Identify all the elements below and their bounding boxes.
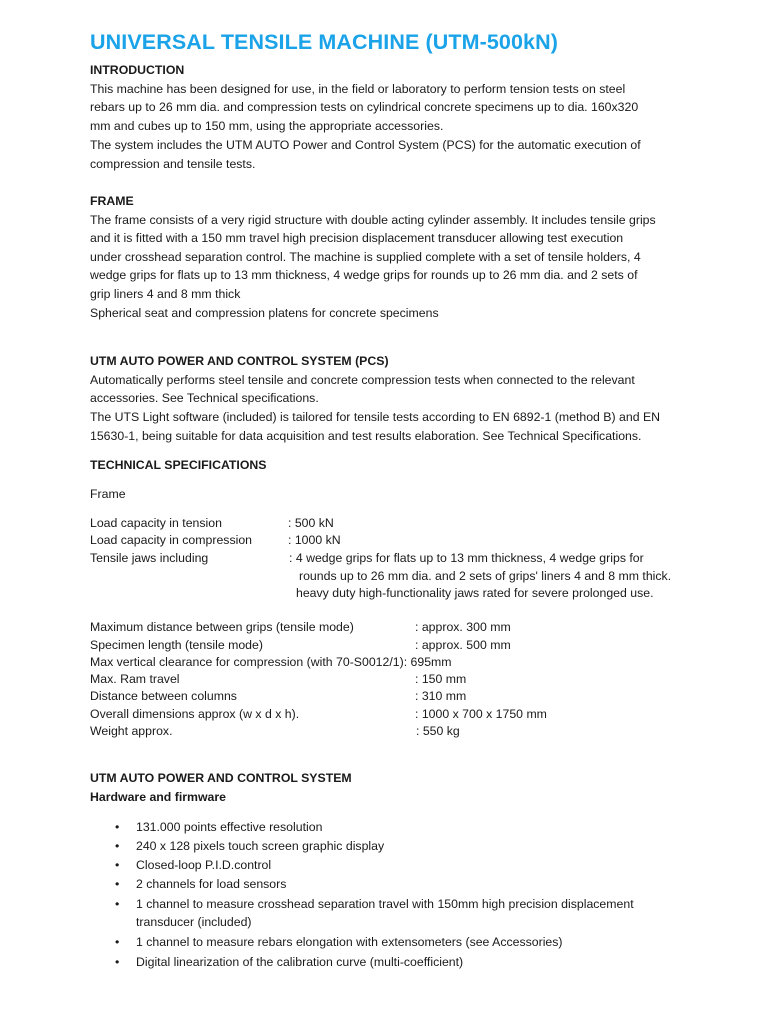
spec-label: Specimen length (tensile mode) — [90, 638, 263, 652]
spec-label: Tensile jaws including — [90, 551, 209, 565]
pcs-line: 15630-1, being suitable for data acquisition and test results elaboration. See Technical Specifications. — [90, 429, 642, 443]
intro-line: The system includes the UTM AUTO Power and Control System (PCS) for the automatic execution of — [90, 138, 641, 152]
spec-label: Weight approx. — [90, 724, 173, 738]
tech-subheading: Frame — [90, 487, 126, 501]
bullet-item: Closed-loop P.I.D.control — [136, 858, 272, 872]
spec-value-continued: rounds up to 26 mm dia. and 2 sets of grips' liners 4 and 8 mm thick. — [299, 569, 672, 583]
bullet-item: 131.000 points effective resolution — [136, 820, 323, 834]
intro-line: This machine has been designed for use, in the field or laboratory to perform tension tests on steel — [90, 82, 626, 96]
spec-value: : 1000 x 700 x 1750 mm — [415, 707, 547, 721]
frame-line: wedge grips for flats up to 13 mm thickness, 4 wedge grips for rounds up to 26 mm dia. and 2 sets of — [90, 268, 638, 282]
spec-label: Overall dimensions approx (w x d x h). — [90, 707, 300, 721]
bullet-dot: • — [115, 897, 120, 911]
bullet-item: 1 channel to measure crosshead separation travel with 150mm high precision displacement — [136, 897, 634, 911]
spec-value: : 1000 kN — [288, 533, 341, 547]
intro-line: compression and tensile tests. — [90, 157, 256, 171]
bullet-item: 2 channels for load sensors — [136, 877, 287, 891]
frame-line: Spherical seat and compression platens for concrete specimens — [90, 306, 439, 320]
spec-value: : approx. 500 mm — [415, 638, 511, 652]
intro-line: rebars up to 26 mm dia. and compression tests on cylindrical concrete specimens up to dia. 160x320 — [90, 100, 639, 114]
spec-value-continued: heavy duty high-functionality jaws rated for severe prolonged use. — [296, 586, 654, 600]
spec-value: : 4 wedge grips for flats up to 13 mm thickness, 4 wedge grips for — [289, 551, 644, 565]
spec-value: : 310 mm — [415, 689, 467, 703]
bullet-dot: • — [115, 935, 120, 949]
bullet-dot: • — [115, 839, 120, 853]
frame-line: The frame consists of a very rigid structure with double acting cylinder assembly. It includes tensile grips — [90, 213, 656, 227]
pcs-line: Automatically performs steel tensile and concrete compression tests when connected to the relevant — [90, 373, 635, 387]
spec-value: : approx. 300 mm — [415, 620, 511, 634]
spec-label: Max vertical clearance for compression (with 70-S0012/1): 695mm — [90, 655, 452, 669]
frame-heading: FRAME — [90, 194, 134, 208]
frame-line: grip liners 4 and 8 mm thick — [90, 287, 241, 301]
spec-label: Load capacity in tension — [90, 516, 222, 530]
pcs-line: accessories. See Technical specifications. — [90, 391, 319, 405]
bullet-dot: • — [115, 858, 120, 872]
intro-line: mm and cubes up to 150 mm, using the appropriate accessories. — [90, 119, 444, 133]
bullet-item: Digital linearization of the calibration curve (multi-coefficient) — [136, 955, 464, 969]
spec-label: Maximum distance between grips (tensile mode) — [90, 620, 354, 634]
pcs-line: The UTS Light software (included) is tailored for tensile tests according to EN 6892-1 (method B) and EN — [90, 410, 661, 424]
frame-line: under crosshead separation control. The machine is supplied complete with a set of tensile holders, 4 — [90, 250, 641, 264]
bullet-dot: • — [115, 820, 120, 834]
bullet-dot: • — [115, 877, 120, 891]
tech-heading: TECHNICAL SPECIFICATIONS — [90, 458, 267, 472]
document-title: UNIVERSAL TENSILE MACHINE (UTM-500kN) — [90, 30, 558, 54]
bullet-dot: • — [115, 955, 120, 969]
pcs-heading: UTM AUTO POWER AND CONTROL SYSTEM (PCS) — [90, 354, 389, 368]
spec-label: Load capacity in compression — [90, 533, 252, 547]
spec-value: : 150 mm — [415, 672, 467, 686]
spec-label: Max. Ram travel — [90, 672, 180, 686]
hw-subheading: Hardware and firmware — [90, 790, 226, 804]
frame-line: and it is fitted with a 150 mm travel high precision displacement transducer allowing test execution — [90, 231, 624, 245]
bullet-item: 240 x 128 pixels touch screen graphic display — [136, 839, 385, 853]
intro-heading: INTRODUCTION — [90, 63, 185, 77]
spec-value: : 550 kg — [416, 724, 460, 738]
bullet-item: 1 channel to measure rebars elongation with extensometers (see Accessories) — [136, 935, 563, 949]
spec-value: : 500 kN — [288, 516, 334, 530]
bullet-item-continued: transducer (included) — [136, 915, 252, 929]
spec-label: Distance between columns — [90, 689, 237, 703]
hw-heading: UTM AUTO POWER AND CONTROL SYSTEM — [90, 771, 352, 785]
